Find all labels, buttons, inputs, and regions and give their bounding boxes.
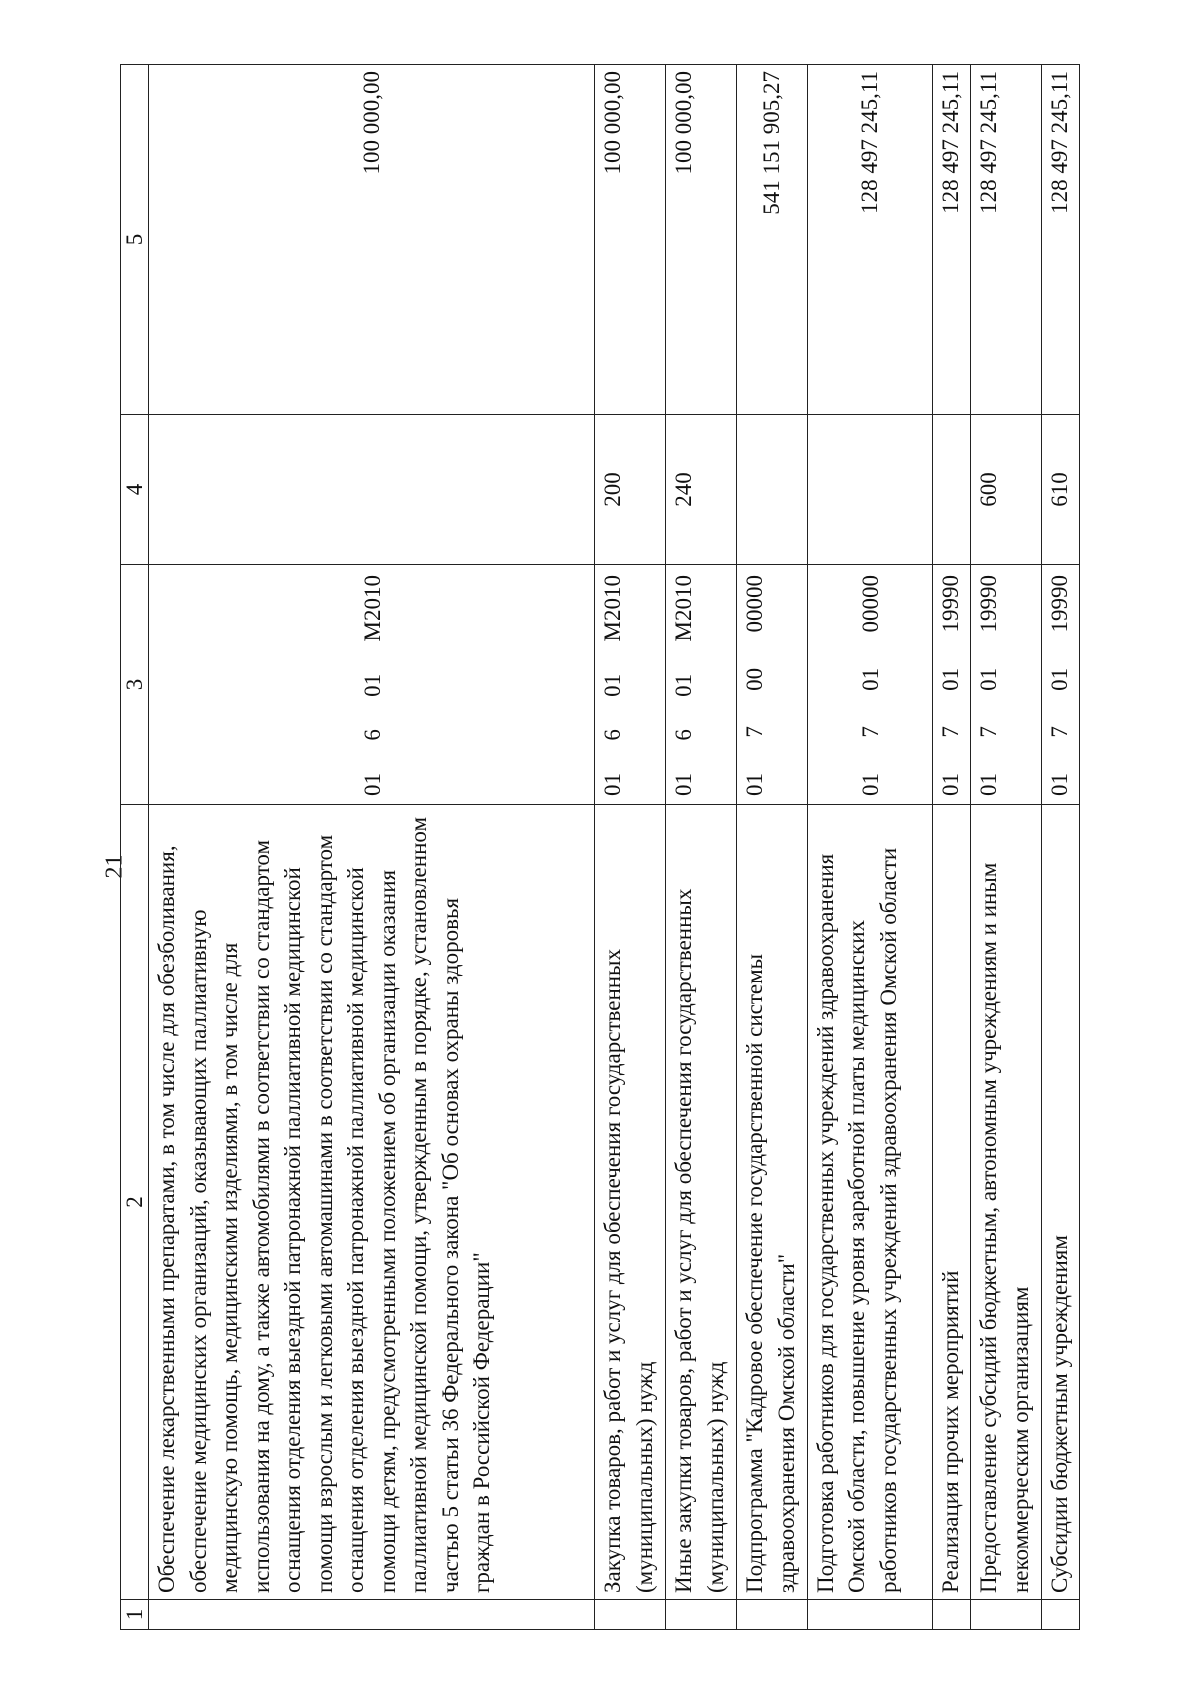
table-row [666, 65, 737, 1630]
row-index-cell [932, 1600, 970, 1630]
budget-table-rotated [120, 65, 1080, 1630]
code-event: 00 [742, 667, 768, 691]
code-subprogram: 6 [359, 729, 385, 741]
code-program: 01 [976, 773, 1002, 796]
code-subprogram: 7 [937, 726, 963, 738]
row-type: 240 [666, 415, 737, 565]
row-amount: 128 497 245,11 [807, 65, 932, 415]
row-amount: 100 000,00 [666, 65, 737, 415]
code-program: 01 [1046, 773, 1072, 796]
code-direction: M2010 [600, 575, 626, 642]
code-event: 01 [937, 667, 963, 691]
row-code [595, 565, 666, 805]
code-subprogram: 6 [671, 729, 697, 741]
page-number: 21 [101, 854, 128, 879]
code-direction: 19990 [937, 575, 963, 633]
code-direction: 19990 [976, 575, 1002, 633]
row-code [737, 565, 808, 805]
row-type [149, 415, 595, 565]
row-index-cell [971, 1600, 1042, 1630]
header-col-3: 3 [121, 565, 149, 805]
row-amount: 128 497 245,11 [971, 65, 1042, 415]
row-type [807, 415, 932, 565]
code-direction: M2010 [671, 575, 697, 642]
table-row [595, 65, 666, 1630]
row-code [971, 565, 1042, 805]
code-direction: 19990 [1046, 575, 1072, 633]
header-col-4: 4 [121, 415, 149, 565]
code-direction: M2010 [359, 575, 385, 642]
code-program: 01 [858, 773, 884, 796]
row-type: 610 [1041, 415, 1079, 565]
code-event: 01 [976, 667, 1002, 691]
table-row [1041, 65, 1079, 1630]
code-program: 01 [742, 773, 768, 796]
row-amount: 128 497 245,11 [1041, 65, 1079, 415]
code-program: 01 [937, 773, 963, 796]
code-program: 01 [671, 773, 697, 796]
row-name: Закупка товаров, работ и услуг для обеспечения государственных (муниципальных) нужд [595, 805, 666, 1600]
header-col-1: 1 [121, 1600, 149, 1630]
row-type: 200 [595, 415, 666, 565]
table-row [932, 65, 970, 1630]
budget-table [120, 64, 1080, 1630]
table-row [149, 65, 595, 1630]
row-name: Реализация прочих мероприятий [932, 805, 970, 1600]
row-amount: 100 000,00 [595, 65, 666, 415]
table-row [737, 65, 808, 1630]
code-subprogram: 7 [742, 726, 768, 738]
code-program: 01 [359, 773, 385, 796]
row-index-cell [149, 1600, 595, 1630]
code-event: 01 [858, 667, 884, 691]
code-event: 01 [600, 673, 626, 697]
row-name: Иные закупки товаров, работ и услуг для обеспечения государственных (муниципальных) нужд [666, 805, 737, 1600]
row-name: Подготовка работников для государственных учреждений здравоохранения Омской области, повышение уровня заработной платы медицинских работников государственных учреждений здравоохранения Омской области [807, 805, 932, 1600]
code-event: 01 [1046, 667, 1072, 691]
row-index-cell [737, 1600, 808, 1630]
row-code [807, 565, 932, 805]
code-program: 01 [600, 773, 626, 796]
row-index-cell [666, 1600, 737, 1630]
header-row [121, 65, 149, 1630]
row-index-cell [807, 1600, 932, 1630]
code-direction: 00000 [858, 575, 884, 633]
row-code [149, 565, 595, 805]
table-row [807, 65, 932, 1630]
table-row [971, 65, 1042, 1630]
code-subprogram: 7 [1046, 726, 1072, 738]
header-col-5: 5 [121, 65, 149, 415]
row-type: 600 [971, 415, 1042, 565]
row-type [932, 415, 970, 565]
code-subprogram: 6 [600, 729, 626, 741]
row-name: Субсидии бюджетным учреждениям [1041, 805, 1079, 1600]
header-col-2: 2 [121, 805, 149, 1600]
row-index-cell [1041, 1600, 1079, 1630]
row-code [932, 565, 970, 805]
code-subprogram: 7 [976, 726, 1002, 738]
row-index-cell [595, 1600, 666, 1630]
row-name: Обеспечение лекарственными препаратами, в том числе для обезболивания, обеспечение медицинских организаций, оказывающих паллиативную медицинскую помощь, медицинскими изделиями, в том числе для использования на дому, а также автомобилями в соответствии со стандартом оснащения отделения выездной патронажной паллиативной медицинской помощи взрослым и легковыми автомашинами в соответствии со стандартом оснащения отделения выездной патронажной паллиативной медицинской помощи детям, предусмотренными положением об организации оказания паллиативной медицинской помощи, утвержденным в порядке, установленном частью 5 статьи 36 Федерального закона "Об основах охраны здоровья граждан в Российской Федерации" [149, 805, 595, 1600]
code-event: 01 [359, 673, 385, 697]
row-type [737, 415, 808, 565]
row-amount: 100 000,00 [149, 65, 595, 415]
row-code [666, 565, 737, 805]
row-name: Подпрограмма "Кадровое обеспечение государственной системы здравоохранения Омской области" [737, 805, 808, 1600]
row-amount: 128 497 245,11 [932, 65, 970, 415]
row-amount: 541 151 905,27 [737, 65, 808, 415]
row-name: Предоставление субсидий бюджетным, автономным учреждениям и иным некоммерческим организациям [971, 805, 1042, 1600]
row-code [1041, 565, 1079, 805]
code-event: 01 [671, 673, 697, 697]
code-direction: 00000 [742, 575, 768, 633]
code-subprogram: 7 [858, 726, 884, 738]
